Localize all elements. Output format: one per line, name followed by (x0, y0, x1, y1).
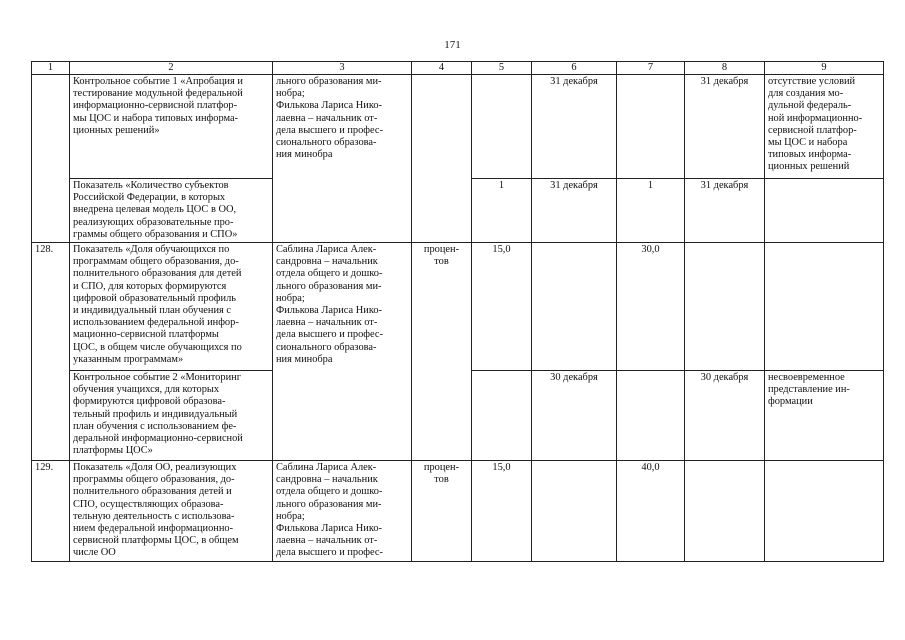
responsible-cell: льного образования ми- нобра; Филькова Лариса Нико- лаевна – начальник от- дела высшего и профес- сионального образова- ния минобра (273, 75, 412, 243)
unit-cell: процен- тов (412, 461, 472, 562)
deadline-cell: 30 декабря (532, 371, 617, 461)
deadline-cell (685, 461, 765, 562)
header-cell: 3 (273, 62, 412, 75)
risk-cell (765, 243, 884, 371)
deadline-cell (685, 243, 765, 371)
deadline-cell (532, 461, 617, 562)
responsible-cell: Саблина Лариса Алек- сандровна – начальник отдела общего и дошко- льного образования ми- нобра; Филькова Лариса Нико- лаевна – начальник от- дела высшего и профес- сионального образова- ния минобра (273, 243, 412, 461)
header-cell: 2 (70, 62, 273, 75)
risk-cell (765, 461, 884, 562)
value-cell (617, 371, 685, 461)
header-cell: 8 (685, 62, 765, 75)
value-cell: 15,0 (472, 243, 532, 371)
risk-cell (765, 179, 884, 243)
row-number-cell: 128. (32, 243, 70, 461)
page-number: 171 (444, 39, 461, 51)
value-cell: 1 (472, 179, 532, 243)
value-cell: 15,0 (472, 461, 532, 562)
value-cell: 30,0 (617, 243, 685, 371)
risk-cell: несвоевременное представление ин- формации (765, 371, 884, 461)
header-cell: 7 (617, 62, 685, 75)
deadline-cell (532, 243, 617, 371)
value-2022-cell (617, 75, 685, 179)
value-cell: 1 (617, 179, 685, 243)
value-cell: 40,0 (617, 461, 685, 562)
event-description: Контрольное событие 1 «Апробация и тестирование модульной федеральной информационно-сервисной платфор- мы ЦОС и набора типовых информа- ционных решений» (70, 75, 273, 179)
event-description: Контрольное событие 2 «Мониторинг обучения учащихся, для которых формируются цифровой образова- тельный профиль и индивидуальный план обучения с использованием фе- деральной информационно-сервисной платформы ЦОС» (70, 371, 273, 461)
header-cell: 5 (472, 62, 532, 75)
table-row (32, 461, 884, 562)
plan-table (31, 61, 884, 562)
value-2021-cell (472, 75, 532, 179)
deadline-cell: 31 декабря (532, 179, 617, 243)
unit-cell: процен- тов (412, 243, 472, 461)
deadline-cell: 31 декабря (685, 179, 765, 243)
header-cell: 4 (412, 62, 472, 75)
value-cell (472, 371, 532, 461)
row-number-cell: 129. (32, 461, 70, 562)
header-cell: 6 (532, 62, 617, 75)
indicator-description: Показатель «Количество субъектов Российской Федерации, в которых внедрена целевая модель ЦОС в ОО, реализующих образовательные про- граммы общего образования и СПО» (70, 179, 273, 243)
unit-cell (412, 75, 472, 243)
header-row (32, 62, 884, 75)
table-row (32, 75, 884, 179)
indicator-description: Показатель «Доля обучающихся по программам общего образования, до- полнительного образования для детей и СПО, для которых формируются цифровой образовательный профиль и индивидуальный план обучения с использованием федеральной инфор- мационно-сервисной платформы ЦОС, в общем числе обучающихся по указанным программам» (70, 243, 273, 371)
responsible-cell: Саблина Лариса Алек- сандровна – начальник отдела общего и дошко- льного образования ми- нобра; Филькова Лариса Нико- лаевна – начальник от- дела высшего и профес- (273, 461, 412, 562)
row-number-cell (32, 75, 70, 243)
deadline-cell: 31 декабря (532, 75, 617, 179)
indicator-description: Показатель «Доля ОО, реализующих программы общего образования, до- полнительного образования детей и СПО, осуществляющих образова- тельную деятельность с использова- нием федеральной информационно- сервисной платформы ЦОС, в общем числе ОО (70, 461, 273, 562)
header-cell: 9 (765, 62, 884, 75)
header-cell: 1 (32, 62, 70, 75)
table-row (32, 243, 884, 371)
deadline-cell: 30 декабря (685, 371, 765, 461)
risk-cell: отсутствие условий для создания мо- дульной федераль- ной информационно- сервисной платфор- мы ЦОС и набора типовых информа- ционных решений (765, 75, 884, 179)
deadline-cell: 31 декабря (685, 75, 765, 179)
